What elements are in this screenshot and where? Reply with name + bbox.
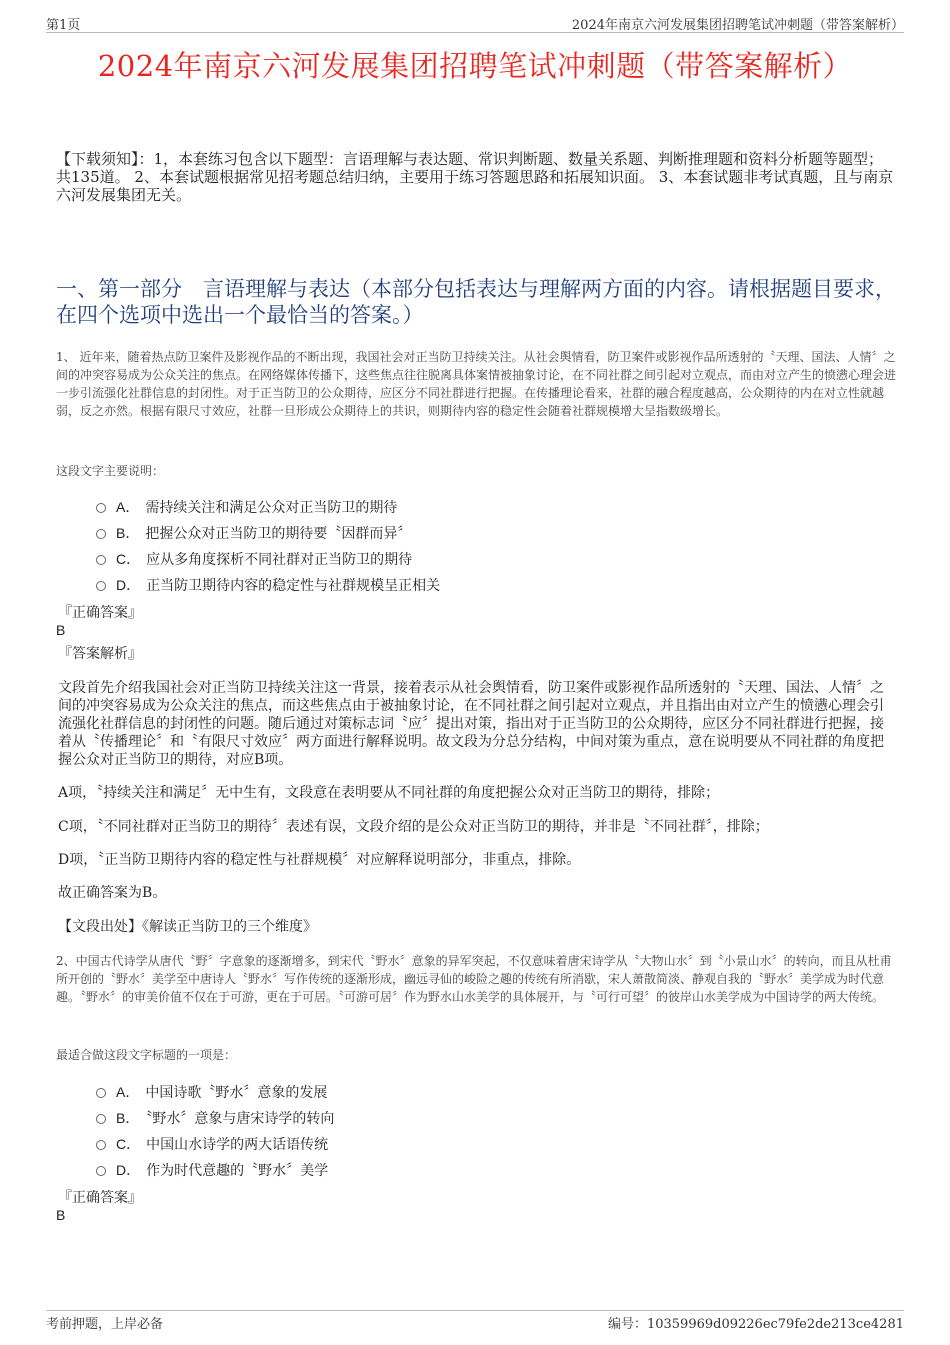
question-1-option-a[interactable]: A． 需持续关注和满足公众对正当防卫的期待 — [96, 497, 397, 517]
question-2-answer-label: 『正确答案』 — [58, 1190, 142, 1206]
question-2-option-a[interactable]: A． 中国诗歌〝野水〞意象的发展 — [96, 1082, 327, 1102]
download-notice: 【下载须知】：1，本套练习包含以下题型：言语理解与表达题、常识判断题、数量关系题、判断推理题和资料分析题等题型；共135道。 2、本套试题根据常见招考题总结归纳，主要用于练习答题思路和拓展知识面。 3、本套试题非考试真题，且与南京六河发展集团无关。 — [56, 150, 894, 204]
radio-icon[interactable] — [96, 503, 106, 513]
radio-icon[interactable] — [96, 1088, 106, 1098]
question-2-option-d[interactable]: D． 作为时代意趣的〝野水〞美学 — [96, 1160, 328, 1180]
question-2-option-c[interactable]: C． 中国山水诗学的两大话语传统 — [96, 1134, 328, 1154]
question-1-option-c[interactable]: C． 应从多角度探析不同社群对正当防卫的期待 — [96, 549, 412, 569]
question-1-answer: B — [56, 622, 66, 638]
question-1-analysis-d: D项，〝正当防卫期待内容的稳定性与社群规模〞对应解释说明部分，非重点，排除。 — [58, 852, 581, 868]
question-2-text: 2、中国古代诗学从唐代〝野〞字意象的逐渐增多，到宋代〝野水〞意象的异军突起，不仅意味着唐宋诗学从〝大物山水〞到〝小景山水〞的转向，而且从杜甫所开创的〝野水〞美学至中唐诗人〝野水〞写作传统的逐渐形成，幽远寻仙的峻险之趣的传统有所消歇，宋人萧散简淡、静观自我的〝野水〞美学成为时代意趣。〝野水〞的审美价值不仅在于可游，更在于可居。〝可游可居〞作为野水山水美学的具体展开，与〝可行可望〞的彼岸山水美学成为中国诗学的两大传统。 — [56, 954, 892, 1004]
radio-icon[interactable] — [96, 581, 106, 591]
question-2-answer: B — [56, 1207, 66, 1223]
header-doc-title: 2024年南京六河发展集团招聘笔试冲刺题（带答案解析） — [571, 18, 904, 33]
question-1-text: 1、 近年来，随着热点防卫案件及影视作品的不断出现，我国社会对正当防卫持续关注。从社会舆情看，防卫案件或影视作品所透射的〝天理、国法、人情〞之间的冲突容易成为公众关注的焦点。在网络媒体传播下，这些焦点往往脱离具体案情被抽象讨论，在不同社群之间引起对立观点，而由对立产生的愤懑心理会进一步引流强化社群信息的封闭性。对于正当防卫的公众期待，应区分不同社群进行把握。在传播理论看来，社群的融合程度越高，公众期待的内在对立性就越弱，反之亦然。根据有限尺寸效应，社群一旦形成公众期待上的共识，则期待内容的稳定性会随着社群规模增大呈指数级增长。 — [56, 350, 897, 418]
radio-icon[interactable] — [96, 529, 106, 539]
question-1-answer-label: 『正确答案』 — [58, 605, 142, 621]
question-2-option-b[interactable]: B． 〝野水〞意象与唐宋诗学的转向 — [96, 1108, 334, 1128]
question-2-ask: 最适合做这段文字标题的一项是： — [56, 1048, 237, 1062]
page-number: 第1页 — [46, 18, 81, 33]
radio-icon[interactable] — [96, 1166, 106, 1176]
radio-icon[interactable] — [96, 1140, 106, 1150]
question-1-analysis-label: 『答案解析』 — [58, 646, 142, 662]
question-1-ask: 这段文字主要说明： — [56, 464, 165, 478]
radio-icon[interactable] — [96, 1114, 106, 1124]
page-title: 2024年南京六河发展集团招聘笔试冲刺题（带答案解析） — [97, 49, 853, 83]
radio-icon[interactable] — [96, 555, 106, 565]
header-divider — [46, 32, 904, 33]
footer-slogan: 考前押题，上岸必备 — [46, 1317, 164, 1332]
footer-divider — [46, 1310, 904, 1311]
question-1-analysis-main: 文段首先介绍我国社会对正当防卫持续关注这一背景，接着表示从社会舆情看，防卫案件或影视作品所透射的〝天理、国法、人情〞之间的冲突容易成为公众关注的焦点，而这些焦点由于被抽象讨论，在不同社群之间引起对立观点，并且指出由对立产生的愤懑心理会引流强化社群信息的封闭性的问题。随后通过对策标志词〝应〞提出对策，指出对于正当防卫的公众期待，应区分不同社群进行把握，接着从〝传播理论〞和〝有限尺寸效应〞两方面进行解释说明。故文段为分总分结构，中间对策为重点，意在说明要从不同社群的角度把握公众对正当防卫的期待，对应B项。 — [58, 680, 884, 768]
section-title: 一、第一部分 言语理解与表达（本部分包括表达与理解两方面的内容。请根据题目要求，在四个选项中选出一个最恰当的答案。） — [56, 277, 896, 327]
question-1-option-b[interactable]: B． 把握公众对正当防卫的期待要〝因群而异〞 — [96, 523, 411, 543]
question-1-option-d[interactable]: D． 正当防卫期待内容的稳定性与社群规模呈正相关 — [96, 575, 440, 595]
footer-document-id: 编号：10359969d09226ec79fe2de213ce4281 — [607, 1317, 904, 1332]
question-1-analysis-a: A项，〝持续关注和满足〞无中生有，文段意在表明要从不同社群的角度把握公众对正当防卫的期待，排除； — [58, 785, 720, 801]
question-1-conclusion: 故正确答案为B。 — [58, 885, 167, 901]
question-1-source: 【文段出处】《解读正当防卫的三个维度》 — [58, 919, 317, 935]
question-1-analysis-c: C项，〝不同社群对正当防卫的期待〞表述有误，文段介绍的是公众对正当防卫的期待，并非是〝不同社群〞，排除； — [58, 819, 769, 835]
